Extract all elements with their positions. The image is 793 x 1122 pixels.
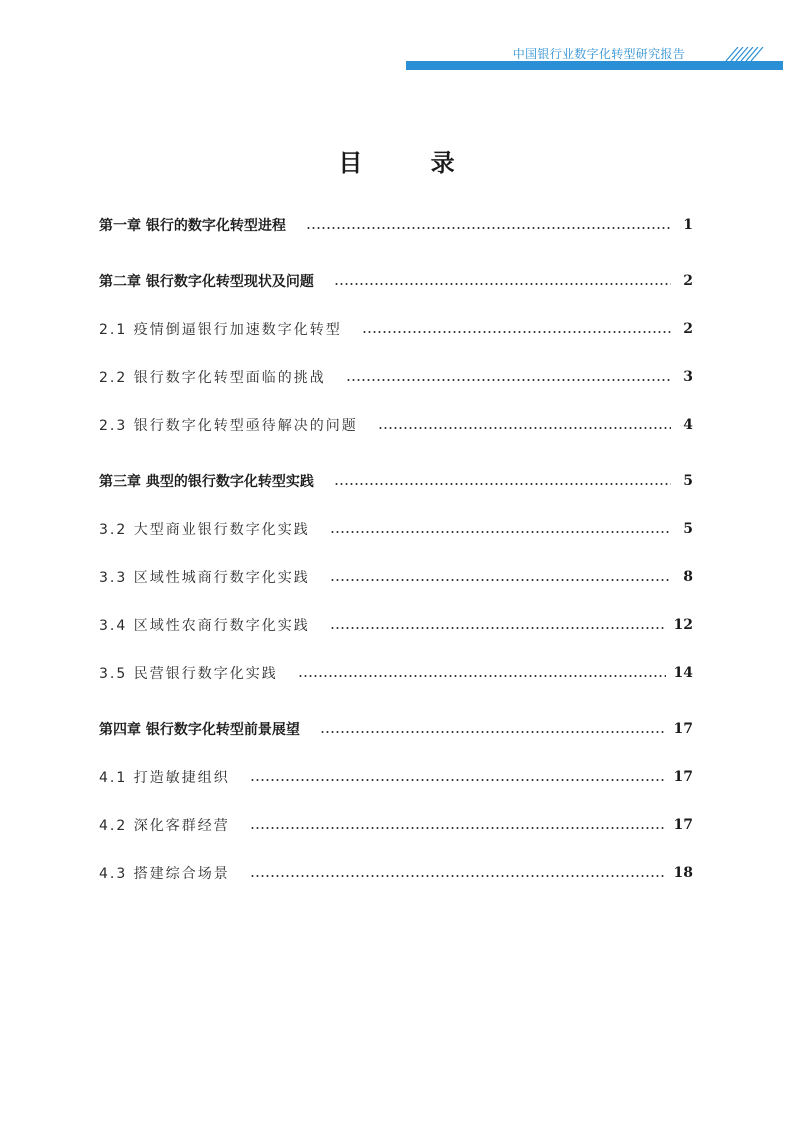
toc-entry-page: 8 xyxy=(683,569,693,585)
toc-entry-section-2-3[interactable] xyxy=(99,413,693,437)
toc-entry-label: 3.3 区域性城商行数字化实践 xyxy=(99,570,310,586)
toc-entry-label: 3.4 区域性农商行数字化实践 xyxy=(99,618,310,634)
toc-entry-page: 17 xyxy=(673,721,693,737)
toc-entry-label: 4.1 打造敏捷组织 xyxy=(99,770,230,786)
toc-entry-label: 3.5 民营银行数字化实践 xyxy=(99,666,278,682)
report-title: 中国银行业数字化转型研究报告 xyxy=(512,47,685,61)
toc-entry-page: 2 xyxy=(683,321,693,337)
dot-leader xyxy=(334,483,671,485)
toc-entry-section-3-4[interactable] xyxy=(99,613,693,637)
toc-entry-page: 5 xyxy=(683,473,693,489)
toc-entry-page: 3 xyxy=(683,369,693,385)
page-title: 目 录 xyxy=(338,148,485,177)
dot-leader xyxy=(330,579,671,581)
toc-entry-label: 第二章 银行数字化转型现状及问题 xyxy=(99,274,314,290)
toc-entry-section-3-3[interactable] xyxy=(99,565,693,589)
header-stripes-decoration xyxy=(718,47,766,61)
dot-leader xyxy=(250,875,666,877)
dot-leader xyxy=(250,827,666,829)
dot-leader xyxy=(362,331,671,333)
toc-entry-section-4-1[interactable] xyxy=(99,765,693,789)
toc-entry-label: 4.2 深化客群经营 xyxy=(99,818,230,834)
toc-entry-label: 第一章 银行的数字化转型进程 xyxy=(99,218,286,234)
dot-leader xyxy=(320,731,666,733)
toc-entry-chapter-2[interactable] xyxy=(99,269,693,293)
toc-entry-page: 14 xyxy=(673,665,693,681)
toc-entry-page: 5 xyxy=(683,521,693,537)
dot-leader xyxy=(378,427,671,429)
toc-entry-label: 2.3 银行数字化转型亟待解决的问题 xyxy=(99,418,358,434)
toc-entry-section-4-3[interactable] xyxy=(99,861,693,885)
toc-entry-chapter-4[interactable] xyxy=(99,717,693,741)
dot-leader xyxy=(250,779,666,781)
dot-leader xyxy=(298,675,666,677)
toc-entry-label: 2.2 银行数字化转型面临的挑战 xyxy=(99,370,326,386)
toc-entry-chapter-3[interactable] xyxy=(99,469,693,493)
toc-entry-label: 3.2 大型商业银行数字化实践 xyxy=(99,522,310,538)
toc-entry-page: 12 xyxy=(673,617,693,633)
toc-entry-section-3-2[interactable] xyxy=(99,517,693,541)
dot-leader xyxy=(346,379,671,381)
dot-leader xyxy=(306,227,671,229)
toc-entry-label: 第四章 银行数字化转型前景展望 xyxy=(99,722,300,738)
toc-entry-section-2-1[interactable] xyxy=(99,317,693,341)
toc-entry-section-2-2[interactable] xyxy=(99,365,693,389)
toc-entry-label: 第三章 典型的银行数字化转型实践 xyxy=(99,474,314,490)
toc-entry-section-3-5[interactable] xyxy=(99,661,693,685)
toc-entry-page: 18 xyxy=(673,865,693,881)
toc-entry-chapter-1[interactable] xyxy=(99,213,693,237)
dot-leader xyxy=(330,627,666,629)
toc-entry-page: 4 xyxy=(683,417,693,433)
toc-entry-label: 2.1 疫情倒逼银行加速数字化转型 xyxy=(99,322,342,338)
toc-entry-section-4-2[interactable] xyxy=(99,813,693,837)
toc-entry-label: 4.3 搭建综合场景 xyxy=(99,866,230,882)
dot-leader xyxy=(334,283,671,285)
toc-entry-page: 17 xyxy=(673,817,693,833)
dot-leader xyxy=(330,531,671,533)
toc-entry-page: 17 xyxy=(673,769,693,785)
header-accent-bar xyxy=(406,61,783,70)
toc-entry-page: 1 xyxy=(683,217,693,233)
toc-entry-page: 2 xyxy=(683,273,693,289)
